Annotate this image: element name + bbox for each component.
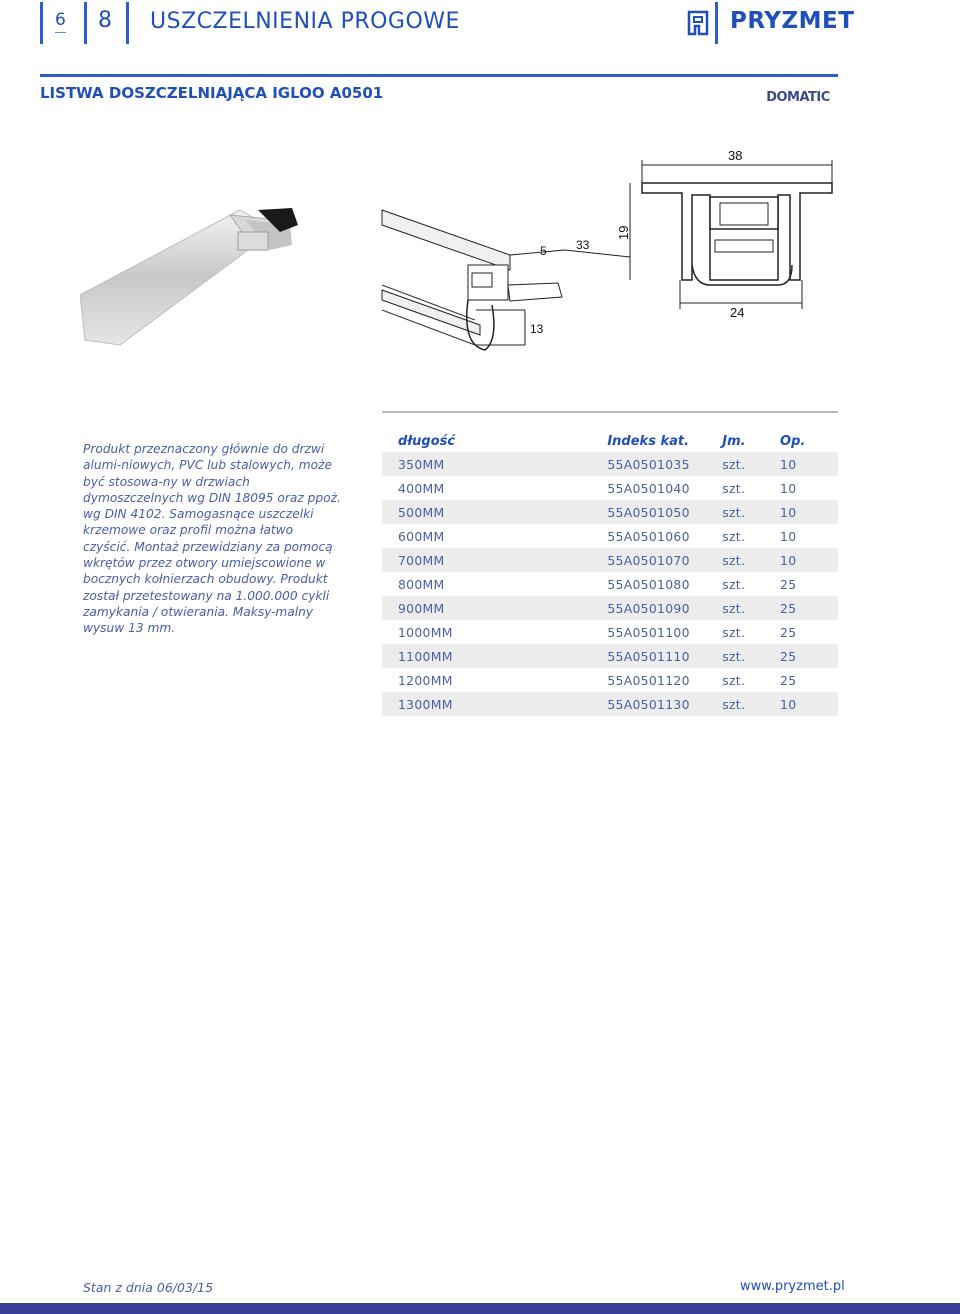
footer-url-link[interactable]: www.pryzmet.pl: [740, 1279, 845, 1294]
chapter-number: 8: [98, 8, 112, 33]
product-title: LISTWA DOSZCZELNIAJĄCA IGLOO A0501: [40, 84, 384, 102]
cell-pack: 10: [780, 500, 838, 524]
cell-index: 55A0501080: [607, 576, 690, 592]
cell-index: 55A0501035: [607, 452, 722, 476]
dim-height-label: 19: [616, 225, 631, 240]
domatic-logo-text: DOMATIC: [766, 90, 830, 105]
cell-length: 800MM: [398, 576, 445, 592]
cell-unit: szt.: [722, 624, 746, 640]
cell-pack: 10: [780, 452, 838, 476]
table-row: [382, 548, 838, 572]
cell-pack: 25: [780, 576, 797, 592]
cell-unit: szt.: [722, 452, 780, 476]
cell-unit: szt.: [722, 528, 746, 544]
header-length: długość: [398, 433, 456, 449]
technical-drawing: [380, 145, 840, 365]
bottom-bar: [0, 1303, 960, 1314]
product-photo: [80, 170, 385, 380]
cell-length: 500MM: [382, 500, 607, 524]
cell-length: 900MM: [382, 596, 607, 620]
header-index: Indeks kat.: [607, 433, 690, 449]
table-row: [382, 500, 838, 524]
cell-index: 55A0501110: [607, 644, 722, 668]
chapter-title: USZCZELNIENIA PROGOWE: [150, 9, 460, 34]
table-header-row: [382, 430, 838, 452]
cell-unit: szt.: [722, 596, 780, 620]
table-row: [382, 572, 838, 596]
cell-pack: 25: [780, 644, 838, 668]
header-unit: Jm.: [722, 433, 746, 449]
cell-unit: szt.: [722, 576, 746, 592]
table-row: [382, 476, 838, 500]
cell-length: 1300MM: [382, 692, 607, 716]
table-row: [382, 620, 838, 644]
table-row: [382, 596, 838, 620]
cell-length: 350MM: [382, 452, 607, 476]
header-pack: Op.: [780, 433, 806, 449]
cell-unit: szt.: [722, 480, 746, 496]
cell-length: 1200MM: [398, 672, 453, 688]
cell-pack: 10: [780, 692, 838, 716]
dim-width-top-label: 38: [728, 148, 743, 163]
product-description: Produkt przeznaczony głównie do drzwi alumi-niowych, PVC lub stalowych, może być stosowa-ny w drzwiach dymoszczelnych wg DIN 18095 oraz ppoż. wg DIN 4102. Samogasnące uszczelki krzemowe oraz profil można łatwo czyścić. Montaż przewidziany za pomocą wkrętów przez otwory umiejscowione w bocznych kołnierzach obudowy. Produkt został przetestowany na 1.000.000 cykli zamykania / otwierania. Maksy-malny wysuw 13 mm.: [83, 442, 341, 636]
table-row: [382, 668, 838, 692]
cell-length: 700MM: [382, 548, 607, 572]
dim-a-label: 5: [540, 244, 547, 258]
cell-unit: szt.: [722, 548, 780, 572]
top-rule: [40, 74, 838, 77]
cell-length: 400MM: [398, 480, 445, 496]
cell-length: 1100MM: [382, 644, 607, 668]
cell-pack: 25: [780, 624, 797, 640]
footer-date: Stan z dnia 06/03/15: [83, 1280, 214, 1295]
page-number: 6: [55, 10, 66, 33]
cell-pack: 10: [780, 480, 797, 496]
dim-stroke-label: 13: [530, 322, 544, 336]
cell-index: 55A0501070: [607, 548, 722, 572]
dim-width-bottom-label: 24: [730, 305, 745, 320]
cell-index: 55A0501100: [607, 624, 690, 640]
table-row: [382, 452, 838, 476]
section-rule: [382, 411, 838, 413]
cell-length: 600MM: [398, 528, 445, 544]
domatic-logo: [757, 86, 839, 106]
cell-index: 55A0501130: [607, 692, 722, 716]
cell-unit: szt.: [722, 644, 780, 668]
pryzmet-logo-icon: [687, 10, 709, 36]
brand-name: PRYZMET: [730, 8, 855, 34]
cell-unit: szt.: [722, 692, 780, 716]
cell-index: 55A0501050: [607, 500, 722, 524]
cell-index: 55A0501040: [607, 480, 690, 496]
cell-pack: 10: [780, 528, 797, 544]
cell-pack: 25: [780, 596, 838, 620]
product-table: [382, 430, 838, 716]
cell-index: 55A0501090: [607, 596, 722, 620]
cell-pack: 25: [780, 672, 797, 688]
dim-b-label: 33: [576, 238, 590, 252]
header-divider-mid: [84, 2, 87, 44]
table-row: [382, 524, 838, 548]
cell-unit: szt.: [722, 500, 780, 524]
table-row: [382, 644, 838, 668]
cell-pack: 10: [780, 548, 838, 572]
cell-index: 55A0501060: [607, 528, 690, 544]
brand-divider: [715, 2, 718, 44]
header-divider-left: [40, 2, 43, 44]
cell-length: 1000MM: [398, 624, 453, 640]
table-row: [382, 692, 838, 716]
cell-unit: szt.: [722, 672, 746, 688]
cell-index: 55A0501120: [607, 672, 690, 688]
header-divider-right: [126, 2, 129, 44]
